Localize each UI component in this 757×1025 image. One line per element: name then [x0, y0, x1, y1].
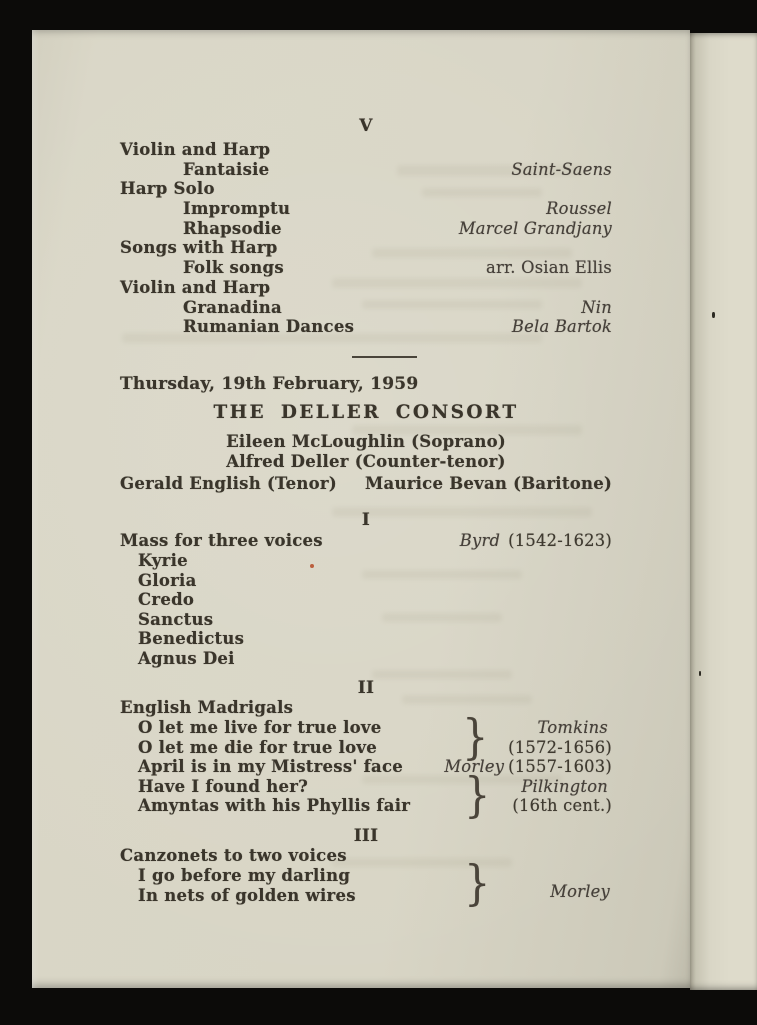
section-divider-rule: [352, 356, 417, 358]
composer-name: Morley: [550, 882, 610, 901]
composer-name: Byrd: [459, 531, 501, 550]
programme-line: [120, 317, 612, 337]
mass-line: [120, 531, 612, 551]
composer-name: Tomkins: [537, 718, 608, 737]
part-v-heading: V: [359, 116, 373, 136]
performer-name: Eileen McLoughlin (Soprano): [226, 432, 506, 451]
work-title: Rumanian Dances: [183, 317, 355, 337]
group-title: English Madrigals: [120, 698, 294, 717]
mass-movements: [120, 551, 612, 669]
binding-speck: [712, 312, 715, 318]
programme-line: [120, 757, 612, 777]
work-title: Rhapsodie: [183, 218, 282, 238]
programme-line: [120, 238, 612, 258]
song-title: Have I found her?: [138, 776, 309, 796]
ensemble-name: THE DELLER CONSORT: [213, 402, 519, 423]
binding-speck: [699, 671, 701, 676]
composer-name: Nin: [581, 297, 612, 317]
composer-dates: (1572-1656): [508, 737, 612, 757]
group-title: Violin and Harp: [120, 140, 271, 159]
composer-credit: [508, 796, 612, 815]
arranger-name: arr. Osian Ellis: [486, 258, 612, 278]
song-title: I go before my darling: [138, 866, 351, 885]
composer-dates: (1542-1623): [508, 531, 612, 550]
composer-credit: [538, 718, 613, 737]
programme-line: [120, 278, 612, 298]
movement-name: Benedictus: [138, 629, 245, 649]
programme-line: [120, 738, 612, 758]
part-v-list: [120, 140, 612, 337]
composer-name: Bela Bartok: [511, 317, 612, 337]
song-title: O let me die for true love: [138, 737, 377, 757]
madrigal-list: [120, 718, 612, 823]
composer-name: Roussel: [546, 199, 612, 219]
composer-credit: [521, 777, 612, 796]
composer-dates: (1557-1603): [508, 757, 612, 777]
grouping-brace-icon: }: [464, 855, 491, 911]
composer-name: Pilkington: [521, 776, 608, 796]
group-title: Harp Solo: [120, 179, 215, 199]
group-title: Songs with Harp: [120, 238, 278, 258]
grouping-brace-icon: }: [464, 767, 491, 823]
programme-line: [120, 219, 612, 239]
programme-page: [32, 30, 690, 988]
programme-line: [120, 140, 612, 160]
movement-name: Kyrie: [138, 551, 188, 570]
programme-line: [120, 718, 612, 738]
work-title: Fantaisie: [183, 159, 270, 179]
programme-line: [120, 160, 612, 180]
composer-name: Saint-Saens: [511, 159, 612, 179]
movement-name: Gloria: [138, 570, 197, 590]
programme-line: [120, 258, 612, 278]
song-title: April is in my Mistress' face: [138, 757, 404, 777]
composer-name: Morley: [444, 757, 505, 777]
composer-name: Marcel Grandjany: [458, 218, 612, 238]
performer-name: Alfred Deller (Counter-tenor): [226, 452, 506, 471]
movement-name: Agnus Dei: [138, 648, 235, 668]
programme-line: [120, 796, 612, 816]
programme-line: [120, 199, 612, 219]
work-title: Mass for three voices: [120, 531, 323, 550]
group-title: Violin and Harp: [120, 277, 271, 297]
grouping-brace-icon: }: [462, 709, 489, 765]
work-title: Folk songs: [183, 258, 284, 278]
performer-name: Maurice Bevan (Baritone): [365, 474, 612, 493]
group-title: Canzonets to two voices: [120, 846, 347, 865]
song-title: O let me live for true love: [138, 718, 382, 737]
work-title: Granadina: [183, 297, 282, 317]
concert-date: Thursday, 19th February, 1959: [120, 374, 419, 394]
programme-line: [120, 777, 612, 797]
section-ii-heading: II: [357, 678, 375, 698]
work-title: Impromptu: [183, 199, 291, 219]
ink-spot: [310, 564, 314, 568]
programme-line: [120, 298, 612, 318]
canzonet-list: [120, 866, 612, 905]
composer-dates: (16th cent.): [512, 796, 612, 816]
composer-credit: [504, 738, 612, 757]
movement-name: Credo: [138, 590, 195, 610]
composer-credit: [460, 531, 612, 550]
song-title: In nets of golden wires: [138, 885, 356, 905]
programme-text-column: [120, 30, 612, 988]
movement-name: Sanctus: [138, 609, 214, 629]
song-title: Amyntas with his Phyllis fair: [138, 796, 411, 816]
section-iii-heading: III: [353, 826, 379, 846]
performer-name: Gerald English (Tenor): [120, 474, 337, 493]
programme-line: [120, 179, 612, 199]
next-page-edge: [690, 33, 757, 990]
section-i-heading: I: [361, 510, 371, 530]
performers-centered: [120, 432, 612, 472]
performers-row: [120, 474, 612, 493]
